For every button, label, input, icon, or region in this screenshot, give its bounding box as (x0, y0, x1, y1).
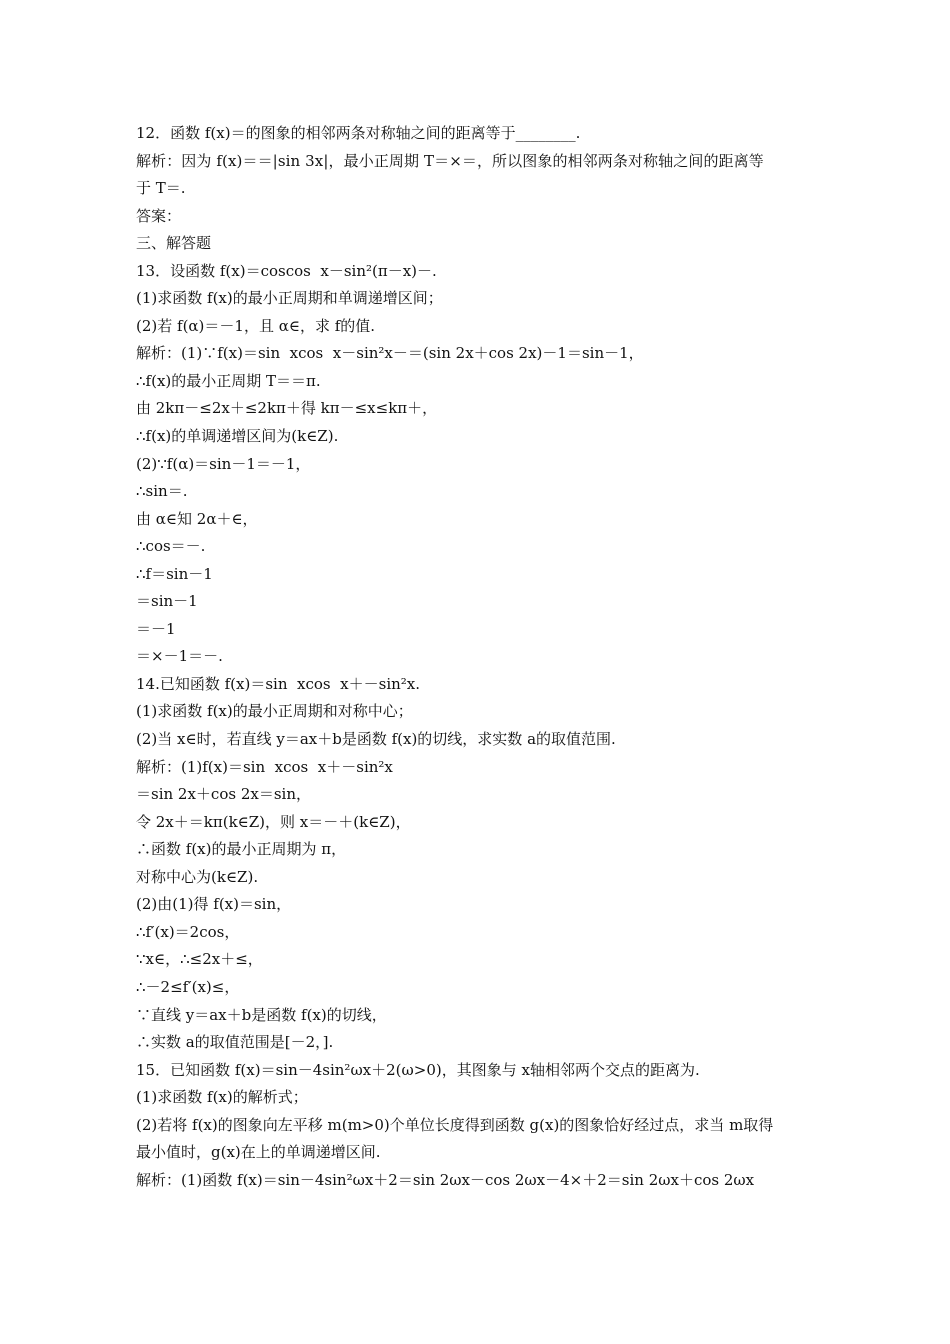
problem-14-question: 14.已知函数 f(x)＝sin xcos x＋－sin²x. (136, 674, 421, 693)
problem-13-solution-line: ∴f(x)的最小正周期 T＝＝π. (136, 371, 321, 390)
problem-12-question: 12．函数 f(x)＝的图象的相邻两条对称轴之间的距离等于________. (136, 124, 581, 142)
problem-14-solution-line: ∵直线 y＝ax＋b是函数 f(x)的切线， (136, 1005, 387, 1024)
problem-14-solution-line: 对称中心为(k∈Z). (136, 867, 259, 886)
problem-14-solution-line: ∴－2≤f′(x)≤， (136, 977, 240, 996)
problem-13-solution-line: ＝×－1＝－. (136, 647, 223, 666)
problem-13-question: 13．设函数 f(x)＝coscos x－sin²(π－x)－. (136, 261, 437, 280)
problem-15-part-1: (1)求函数 f(x)的解析式； (136, 1088, 308, 1107)
problem-12-solution-line: 解析：因为 f(x)＝＝|sin 3x|，最小正周期 T＝×＝，所以图象的相邻两条对称轴之间的距离等 (136, 151, 764, 170)
problem-12-solution-line: 于 T＝. (136, 179, 186, 198)
problem-13-solution-line: 由 2kπ－≤2x＋≤2kπ＋得 kπ－≤x≤kπ＋， (136, 399, 438, 418)
problem-13-solution-line: 解析：(1)∵f(x)＝sin xcos x－sin²x－＝(sin 2x＋cos 2x)－1＝sin－1， (136, 344, 644, 363)
problem-14-part-1: (1)求函数 f(x)的最小正周期和对称中心； (136, 702, 413, 721)
problem-13-solution-line: (2)∵f(α)＝sin－1＝－1， (136, 454, 311, 473)
problem-14-solution-line: ＝sin 2x＋cos 2x＝sin， (136, 785, 311, 804)
problem-15-part-2-continued: 最小值时，g(x)在上的单调递增区间. (136, 1143, 381, 1162)
problem-14-part-2: (2)当 x∈时，若直线 y＝ax＋b是函数 f(x)的切线，求实数 a的取值范围. (136, 730, 616, 749)
document-body (136, 120, 842, 1194)
problem-15-solution-line: 解析：(1)函数 f(x)＝sin－4sin²ωx＋2＝sin 2ωx－cos 2ωx－4×＋2＝sin 2ωx＋cos 2ωx (136, 1170, 755, 1189)
problem-13-solution-line: 由 α∈知 2α＋∈， (136, 509, 258, 528)
problem-13-part-2: (2)若 f(α)＝－1，且 α∈，求 f的值. (136, 316, 376, 335)
problem-13-solution-line: ∴sin＝. (136, 482, 188, 501)
problem-15-question: 15．已知函数 f(x)＝sin－4sin²ωx＋2(ω>0)，其图象与 x轴相邻两个交点的距离为. (136, 1060, 700, 1079)
problem-14-solution-line: 解析：(1)f(x)＝sin xcos x＋－sin²x (136, 757, 393, 776)
problem-12-answer: 答案： (136, 206, 182, 225)
problem-13-part-1: (1)求函数 f(x)的最小正周期和单调递增区间； (136, 289, 443, 308)
problem-13-solution-line: ∴f(x)的单调递增区间为(k∈Z). (136, 427, 339, 446)
problem-14-solution-line: (2)由(1)得 f(x)＝sin， (136, 895, 292, 914)
problem-15-part-2: (2)若将 f(x)的图象向左平移 m(m>0)个单位长度得到函数 g(x)的图象恰好经过点，求当 m取得 (136, 1115, 774, 1134)
section-heading: 三、解答题 (136, 234, 212, 253)
problem-14-solution-line: ∴函数 f(x)的最小正周期为 π， (136, 840, 347, 859)
problem-14-solution-line: 令 2x＋＝kπ(k∈Z)，则 x＝－＋(k∈Z)， (136, 812, 411, 831)
problem-13-solution-line: ＝sin－1 (136, 592, 198, 611)
problem-13-solution-line: ∴cos＝－. (136, 537, 206, 556)
problem-14-solution-line: ∴实数 a的取值范围是[－2，]. (136, 1033, 334, 1052)
problem-13-solution-line: ∴f＝sin－1 (136, 564, 213, 583)
problem-13-solution-line: ＝－1 (136, 619, 176, 638)
problem-14-solution-line: ∴f′(x)＝2cos， (136, 922, 240, 941)
problem-14-solution-line: ∵x∈，∴≤2x＋≤， (136, 950, 263, 969)
